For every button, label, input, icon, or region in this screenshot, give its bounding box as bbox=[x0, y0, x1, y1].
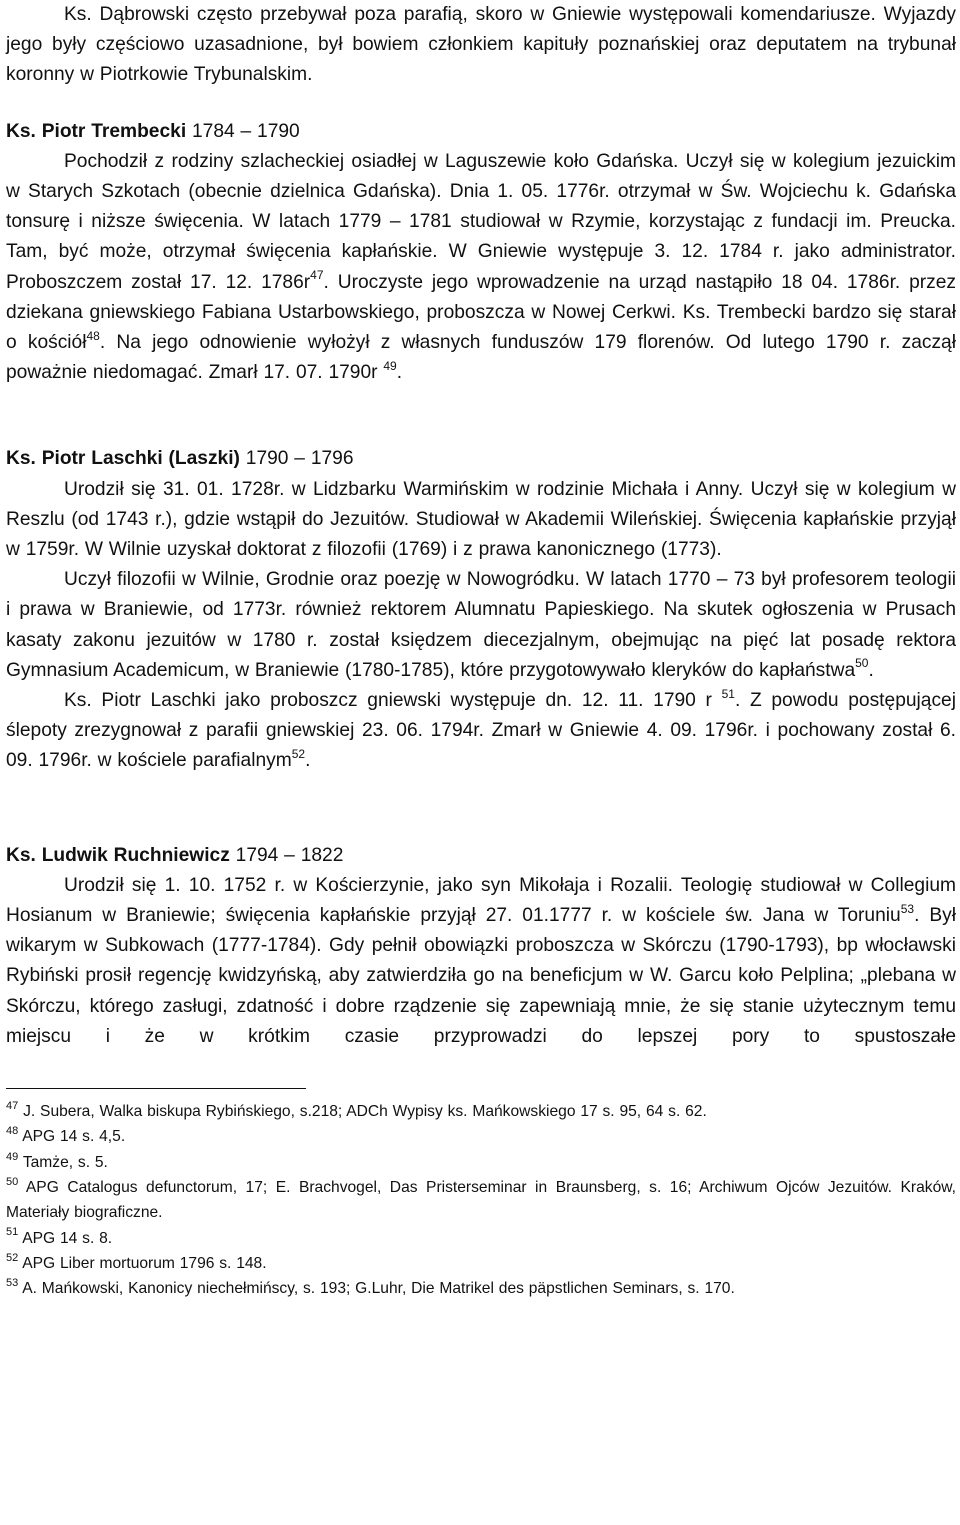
section-laschki bbox=[6, 444, 956, 776]
section-trembecki bbox=[6, 117, 956, 389]
footnote-ref[interactable]: 49 bbox=[383, 358, 397, 373]
paragraph: Urodził się 1. 10. 1752 r. w Kościerzynie, jako syn Mikołaja i Rozalii. Teologię studiował w Collegium Hosianum w Braniewie; święcenia kapłańskie przyjął 27. 01.1777 r. w kościele św. Jana w Toruniu$^{53}$. Był wikarym w Subkowach (1777-1784). Gdy pełnił obowiązki proboszcza w Skórczu (1790-1793), bp włocławski Rybiński prosił regencję kwidzyńską, aby zatwierdziła go na beneficjum w W. Garcu koło Pelplina; „plebana w Skórczu, którego zasługi, zdatność i dobre rządzenie się zapewniają mnie, że się stanie użytecznym temu miejscu i że w krótkim czasie przyprowadzi do lepszej pory to spustoszałe bbox=[6, 874, 956, 1047]
intro-paragraph: Ks. Dąbrowski często przebywał poza parafią, skoro w Gniewie występowali komendariusze. Wyjazdy jego były częściowo uzasadnione, był bowiem członkiem kapituły poznańskiej oraz deputatem na trybunał koronny w Piotrkowie Trybunalskim. bbox=[6, 4, 956, 86]
document-page bbox=[6, 0, 956, 1301]
section-heading bbox=[6, 117, 956, 147]
footnotes bbox=[6, 1099, 956, 1301]
heading-name: Ks. Piotr Trembecki bbox=[6, 120, 187, 142]
paragraph: Ks. Piotr Laschki jako proboszcz gniewski występuje dn. 12. 11. 1790 r $^{51}$. Z powodu postępującej ślepoty zrezygnował z parafii gniewskiej 23. 06. 1794r. Zmarł w Gniewie 4. 09. 1796r. i pochowany został 6. 09. 1796r. w kościele parafialnym$^{52}$. bbox=[6, 686, 956, 772]
section-heading bbox=[6, 444, 956, 474]
heading-years: 1784 – 1790 bbox=[192, 120, 300, 142]
footnote-ref[interactable]: 53 bbox=[900, 901, 915, 916]
footnote-separator bbox=[6, 1088, 306, 1089]
paragraph: Uczył filozofii w Wilnie, Grodnie oraz poezję w Nowogródku. W latach 1770 – 73 był profesorem teologii i prawa w Braniewie, od 1773r. również rektorem Alumnatu Papieskiego. Na skutek ogłoszenia w Prusach kasaty zakonu jezuitów w 1780 r. został księdzem diecezjalnym, obejmując na pięć lat posadę rektora Gymnasium Academicum, w Braniewie (1780-1785), które przygotowywało kleryków do kapłaństwa$^{50}$. bbox=[6, 569, 956, 681]
section-heading bbox=[6, 841, 956, 871]
footnote: $^{52}$ APG Liber mortuorum 1796 s. 148. bbox=[6, 1251, 267, 1272]
footnote-ref[interactable]: 52 bbox=[291, 747, 306, 762]
paragraph: Pochodził z rodziny szlacheckiej osiadłej w Laguszewie koło Gdańska. Uczył się w kolegium jezuickim w Starych Szkotach (obecnie dzielnica Gdańska). Dnia 1. 05. 1776r. otrzymał w Św. Wojciechu k. Gdańska tonsurę i niższe święcenia. W latach 1779 – 1781 studiował w Rzymie, korzystając z fundacji im. Preucka. Tam, być może, otrzymał święcenia kapłańskie. W Gniewie występuje 3. 12. 1784 r. jako administrator. Proboszczem został 17. 12. $1786r^{47}$. Uroczyste jego wprowadzenie na urząd nastąpiło 18 04. 1786r. przez dziekana gniewskiego Fabiana Ustarbowskiego, proboszcza w Nowej Cerkwi. Ks. Trembecki bardzo się starał o kościół$^{48}$. Na jego odnowienie wyłożył z własnych funduszów 179 florenów. Od lutego 1790 r. zaczął poważnie niedomagać. Zmarł 17. 07. 1790r $^{49}$. bbox=[6, 150, 956, 384]
footnote: $^{49}$ Tamże, s. 5. bbox=[6, 1150, 108, 1171]
heading-years: 1794 – 1822 bbox=[235, 844, 344, 866]
footnote-ref[interactable]: 47 bbox=[310, 268, 324, 283]
footnote-ref[interactable]: 50 bbox=[855, 656, 869, 671]
footnote: $^{51}$ APG 14 s. 8. bbox=[6, 1226, 113, 1247]
heading-name: Ks. Piotr Laschki (Laszki) bbox=[6, 448, 240, 470]
paragraph: Urodził się 31. 01. 1728r. w Lidzbarku Warmińskim w rodzinie Michała i Anny. Uczył się w kolegium w Reszlu (od 1743 r.), gdzie wstąpił do Jezuitów. Studiował w Akademii Wileńskiej. Święcenia kapłańskie przyjął w 1759r. W Wilnie uzyskał doktorat z filozofii (1769) i z prawa kanonicznego (1773). bbox=[6, 478, 956, 561]
footnote: $^{53}$ A. Mańkowski, Kanonicy niechełmińscy, s. 193; G.Luhr, Die Matrikel des päpstlichen Seminars, s. 170. bbox=[6, 1276, 735, 1298]
heading-years: 1790 – 1796 bbox=[245, 448, 354, 470]
footnote: $^{47}$ J. Subera, Walka biskupa Rybińskiego, s.218; ADCh Wypisy ks. Mańkowskiego 17 s. 95, 64 s. 62. bbox=[6, 1099, 707, 1121]
footnote-ref[interactable]: 51 bbox=[721, 686, 735, 701]
footnote: $^{50}$ APG Catalogus defunctorum, 17; E. Brachvogel, Das Pristerseminar in Braunsberg, s. 16; Archiwum Ojców Jezuitów. Kraków, Materiały biograficzne. bbox=[6, 1175, 956, 1222]
heading-name: Ks. Ludwik Ruchniewicz bbox=[6, 844, 230, 866]
footnote: $^{48}$ APG 14 s. 4,5. bbox=[6, 1125, 126, 1146]
section-ruchniewicz bbox=[6, 841, 956, 1052]
footnote-ref[interactable]: 48 bbox=[86, 328, 100, 343]
